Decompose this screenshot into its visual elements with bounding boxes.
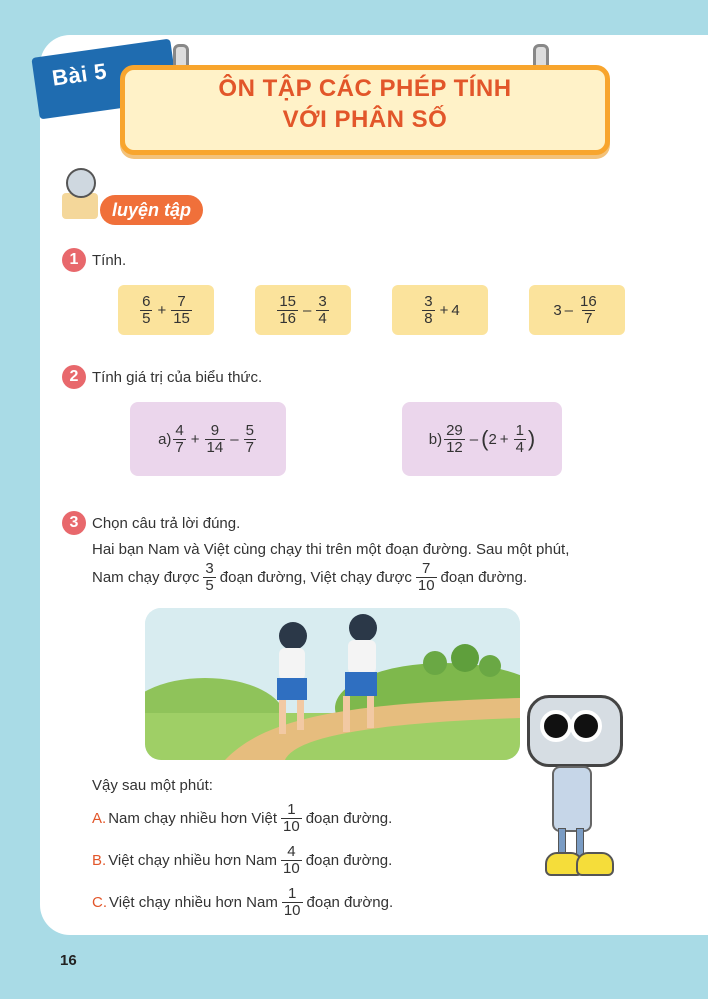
robot-foot-icon bbox=[576, 852, 614, 876]
answer-choice-a[interactable]: A. Nam chạy nhiều hơn Việt $\frac{1}{10}$ đoạn đường. bbox=[92, 800, 393, 835]
page-number: 16 bbox=[60, 952, 77, 969]
exercise-prompt: Chọn câu trả lời đúng. bbox=[92, 515, 241, 532]
expression-card-a: a) $\frac{4}{7}$ + $\frac{9}{14}$ – $\frac{5}{7}$ bbox=[130, 402, 286, 476]
robot-body-icon bbox=[552, 766, 592, 832]
robot-eye-icon bbox=[570, 710, 602, 742]
fraction: $\frac{7}{15}$ bbox=[173, 292, 190, 327]
fraction: $\frac{16}{7}$ bbox=[580, 292, 597, 327]
exercise-prompt: Tính. bbox=[92, 252, 127, 269]
fraction: $\frac{1}{10}$ bbox=[283, 884, 301, 919]
problem-line-1: Hai bạn Nam và Việt cùng chạy thi trên một đoạn đường. Sau một phút, bbox=[92, 541, 570, 558]
fraction: $\frac{4}{10}$ bbox=[283, 842, 300, 877]
title-line-2: VỚI PHÂN SỐ bbox=[282, 106, 448, 133]
answer-choice-c[interactable]: C. Việt chạy nhiều hơn Nam $\frac{1}{10}$ đoạn đường. bbox=[92, 884, 394, 919]
problem-line-2: Nam chạy được $\frac{3}{5}$ đoạn đường, Việt chạy được $\frac{7}{10}$ đoạn đường. bbox=[92, 559, 528, 594]
fraction: $\frac{3}{5}$ bbox=[205, 559, 214, 594]
fraction: $\frac{3}{4}$ bbox=[318, 292, 327, 327]
running-boys-illustration bbox=[145, 608, 520, 760]
exercise-number: 1 bbox=[62, 248, 86, 272]
fraction: $\frac{4}{7}$ bbox=[175, 421, 184, 456]
expression-card-2: $\frac{15}{16}$ – $\frac{3}{4}$ bbox=[255, 285, 351, 335]
page-title bbox=[120, 73, 610, 135]
expression-card-1: $\frac{6}{5}$ + $\frac{7}{15}$ bbox=[118, 285, 214, 335]
fraction: $\frac{29}{12}$ bbox=[446, 421, 463, 456]
fraction: $\frac{1}{4}$ bbox=[515, 421, 524, 456]
exercise-prompt: Tính giá trị của biểu thức. bbox=[92, 369, 263, 386]
fraction: $\frac{5}{7}$ bbox=[245, 421, 254, 456]
expression-card-b: b) $\frac{29}{12}$ – ( 2 + $\frac{1}{4}$ ) bbox=[402, 402, 562, 476]
answer-choice-b[interactable]: B. Việt chạy nhiều hơn Nam $\frac{4}{10}$ đoạn đường. bbox=[92, 842, 393, 877]
title-line-1: ÔN TẬP CÁC PHÉP TÍNH bbox=[218, 75, 512, 102]
question-text: Vậy sau một phút: bbox=[92, 777, 213, 794]
fraction: $\frac{3}{8}$ bbox=[424, 292, 433, 327]
exercise-number: 3 bbox=[62, 511, 86, 535]
robot-mascot-icon bbox=[66, 168, 96, 198]
fraction: $\frac{6}{5}$ bbox=[142, 292, 151, 327]
fraction: $\frac{15}{16}$ bbox=[279, 292, 296, 327]
exercise-number: 2 bbox=[62, 365, 86, 389]
expression-card-4: 3 – $\frac{16}{7}$ bbox=[529, 285, 625, 335]
practice-badge: luyện tập bbox=[100, 195, 203, 225]
fraction: $\frac{9}{14}$ bbox=[206, 421, 224, 456]
fraction: $\frac{7}{10}$ bbox=[417, 559, 435, 594]
lesson-tag-label: Bài 5 bbox=[50, 58, 109, 91]
robot-eye-icon bbox=[540, 710, 572, 742]
expression-card-3: $\frac{3}{8}$ + 4 bbox=[392, 285, 488, 335]
fraction: $\frac{1}{10}$ bbox=[283, 800, 300, 835]
